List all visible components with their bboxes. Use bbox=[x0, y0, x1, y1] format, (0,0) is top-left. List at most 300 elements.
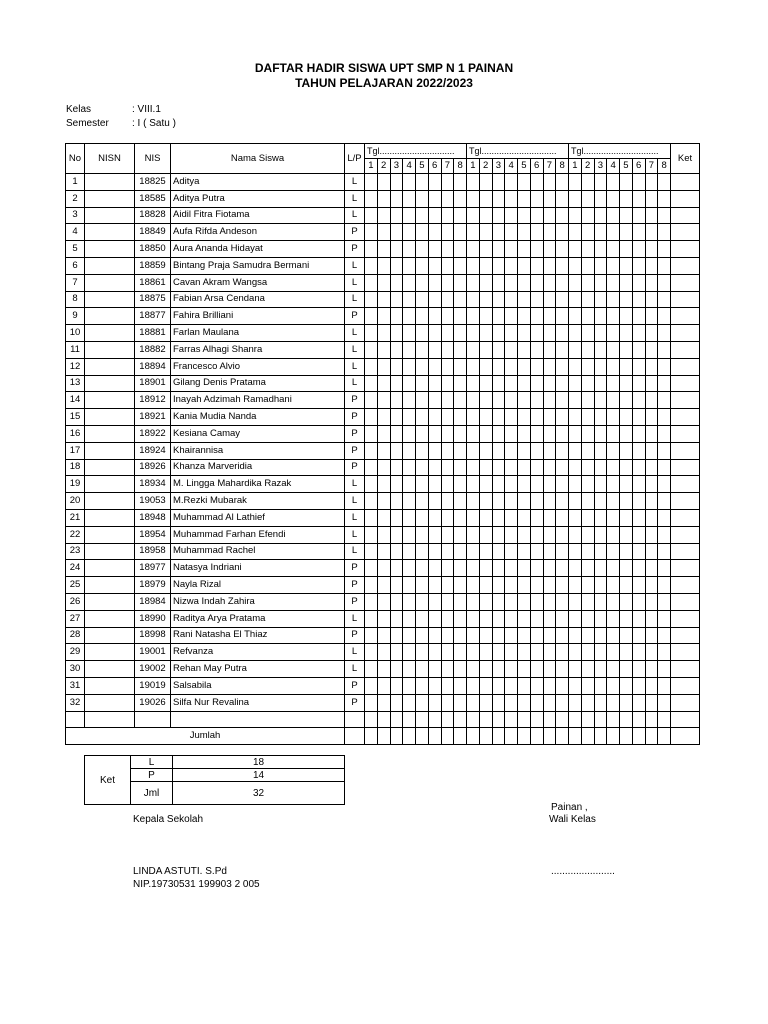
jumlah-cell bbox=[416, 728, 429, 745]
attendance-cell bbox=[530, 677, 543, 694]
attendance-cell bbox=[658, 694, 671, 711]
attendance-cell bbox=[403, 526, 416, 543]
attendance-cell bbox=[569, 442, 582, 459]
attendance-cell bbox=[581, 325, 594, 342]
row-ket bbox=[671, 241, 700, 258]
row-no: 18 bbox=[66, 459, 85, 476]
attendance-cell bbox=[607, 241, 620, 258]
attendance-cell bbox=[479, 627, 492, 644]
row-lp: P bbox=[345, 392, 365, 409]
attendance-cell bbox=[594, 543, 607, 560]
attendance-cell bbox=[607, 627, 620, 644]
attendance-cell bbox=[620, 442, 633, 459]
attendance-cell bbox=[377, 409, 390, 426]
row-ket bbox=[671, 593, 700, 610]
attendance-cell bbox=[505, 341, 518, 358]
attendance-cell bbox=[645, 308, 658, 325]
row-ket bbox=[671, 392, 700, 409]
attendance-cell bbox=[645, 459, 658, 476]
attendance-cell bbox=[441, 392, 454, 409]
attendance-cell bbox=[530, 375, 543, 392]
attendance-cell bbox=[620, 308, 633, 325]
attendance-cell bbox=[416, 442, 429, 459]
attendance-cell bbox=[518, 375, 531, 392]
row-nis: 18861 bbox=[135, 274, 171, 291]
attendance-cell bbox=[365, 190, 378, 207]
attendance-cell bbox=[467, 207, 480, 224]
row-ket bbox=[671, 224, 700, 241]
table-row bbox=[66, 694, 700, 711]
attendance-cell bbox=[556, 476, 569, 493]
attendance-cell bbox=[467, 677, 480, 694]
attendance-cell bbox=[581, 610, 594, 627]
attendance-cell bbox=[441, 543, 454, 560]
attendance-cell bbox=[632, 711, 645, 728]
row-ket bbox=[671, 711, 700, 728]
attendance-cell bbox=[377, 509, 390, 526]
attendance-cell bbox=[530, 610, 543, 627]
header-day-number: 2 bbox=[479, 159, 492, 174]
attendance-cell bbox=[365, 644, 378, 661]
attendance-cell bbox=[365, 341, 378, 358]
jumlah-cell bbox=[607, 728, 620, 745]
row-no: 9 bbox=[66, 308, 85, 325]
attendance-cell bbox=[594, 375, 607, 392]
attendance-cell bbox=[390, 459, 403, 476]
attendance-cell bbox=[518, 677, 531, 694]
jumlah-cell bbox=[441, 728, 454, 745]
row-nama: Natasya Indriani bbox=[171, 560, 345, 577]
row-nama: Gilang Denis Pratama bbox=[171, 375, 345, 392]
attendance-cell bbox=[581, 593, 594, 610]
attendance-cell bbox=[607, 577, 620, 594]
attendance-cell bbox=[492, 274, 505, 291]
row-no: 11 bbox=[66, 341, 85, 358]
attendance-cell bbox=[390, 241, 403, 258]
row-nisn bbox=[85, 493, 135, 510]
attendance-cell bbox=[620, 610, 633, 627]
attendance-cell bbox=[569, 476, 582, 493]
row-nama: Nizwa Indah Zahira bbox=[171, 593, 345, 610]
attendance-cell bbox=[556, 308, 569, 325]
attendance-cell bbox=[530, 392, 543, 409]
attendance-cell bbox=[492, 711, 505, 728]
attendance-cell bbox=[377, 425, 390, 442]
row-nisn bbox=[85, 661, 135, 678]
attendance-cell bbox=[428, 610, 441, 627]
attendance-cell bbox=[518, 291, 531, 308]
attendance-cell bbox=[645, 677, 658, 694]
attendance-table bbox=[65, 143, 700, 745]
attendance-cell bbox=[479, 711, 492, 728]
attendance-cell bbox=[530, 526, 543, 543]
row-no: 19 bbox=[66, 476, 85, 493]
attendance-cell bbox=[645, 375, 658, 392]
attendance-cell bbox=[518, 493, 531, 510]
attendance-cell bbox=[441, 694, 454, 711]
attendance-cell bbox=[556, 190, 569, 207]
row-nis: 18825 bbox=[135, 174, 171, 191]
attendance-cell bbox=[658, 341, 671, 358]
row-nis: 18922 bbox=[135, 425, 171, 442]
attendance-cell bbox=[492, 291, 505, 308]
attendance-cell bbox=[505, 677, 518, 694]
header-day-number: 3 bbox=[390, 159, 403, 174]
row-ket bbox=[671, 476, 700, 493]
attendance-cell bbox=[377, 459, 390, 476]
attendance-cell bbox=[620, 459, 633, 476]
attendance-cell bbox=[518, 224, 531, 241]
attendance-cell bbox=[556, 224, 569, 241]
row-nis: 18881 bbox=[135, 325, 171, 342]
row-ket bbox=[671, 526, 700, 543]
attendance-cell bbox=[556, 341, 569, 358]
attendance-cell bbox=[620, 476, 633, 493]
summary-p-value: 14 bbox=[173, 769, 345, 782]
jumlah-cell bbox=[390, 728, 403, 745]
attendance-cell bbox=[505, 593, 518, 610]
attendance-cell bbox=[569, 694, 582, 711]
attendance-cell bbox=[416, 644, 429, 661]
attendance-cell bbox=[390, 593, 403, 610]
attendance-cell bbox=[581, 274, 594, 291]
attendance-cell bbox=[620, 375, 633, 392]
row-no: 14 bbox=[66, 392, 85, 409]
attendance-cell bbox=[530, 274, 543, 291]
attendance-cell bbox=[390, 358, 403, 375]
row-no: 16 bbox=[66, 425, 85, 442]
attendance-cell bbox=[479, 459, 492, 476]
attendance-cell bbox=[607, 509, 620, 526]
attendance-cell bbox=[377, 274, 390, 291]
attendance-cell bbox=[390, 560, 403, 577]
attendance-cell bbox=[569, 190, 582, 207]
table-row bbox=[66, 358, 700, 375]
attendance-cell bbox=[416, 610, 429, 627]
attendance-cell bbox=[454, 543, 467, 560]
attendance-cell bbox=[620, 325, 633, 342]
attendance-cell bbox=[377, 358, 390, 375]
header-day-number: 7 bbox=[441, 159, 454, 174]
attendance-cell bbox=[543, 610, 556, 627]
attendance-cell bbox=[658, 392, 671, 409]
attendance-cell bbox=[556, 358, 569, 375]
attendance-cell bbox=[492, 560, 505, 577]
row-ket bbox=[671, 308, 700, 325]
attendance-cell bbox=[569, 677, 582, 694]
attendance-cell bbox=[620, 257, 633, 274]
row-no: 4 bbox=[66, 224, 85, 241]
row-lp: L bbox=[345, 358, 365, 375]
attendance-cell bbox=[454, 308, 467, 325]
attendance-cell bbox=[390, 442, 403, 459]
attendance-cell bbox=[492, 627, 505, 644]
attendance-cell bbox=[658, 325, 671, 342]
attendance-cell bbox=[645, 190, 658, 207]
attendance-cell bbox=[479, 358, 492, 375]
row-lp: L bbox=[345, 190, 365, 207]
attendance-cell bbox=[530, 409, 543, 426]
attendance-cell bbox=[441, 241, 454, 258]
attendance-cell bbox=[518, 476, 531, 493]
attendance-cell bbox=[645, 224, 658, 241]
attendance-cell bbox=[416, 241, 429, 258]
attendance-cell bbox=[365, 442, 378, 459]
attendance-cell bbox=[543, 677, 556, 694]
attendance-cell bbox=[569, 241, 582, 258]
document-title: DAFTAR HADIR SISWA UPT SMP N 1 PAINAN bbox=[254, 61, 514, 75]
attendance-cell bbox=[607, 392, 620, 409]
attendance-cell bbox=[492, 409, 505, 426]
attendance-cell bbox=[581, 409, 594, 426]
table-row bbox=[66, 291, 700, 308]
row-no: 1 bbox=[66, 174, 85, 191]
attendance-cell bbox=[365, 627, 378, 644]
attendance-cell bbox=[543, 442, 556, 459]
attendance-cell bbox=[492, 241, 505, 258]
jumlah-cell bbox=[377, 728, 390, 745]
attendance-cell bbox=[403, 543, 416, 560]
row-nisn bbox=[85, 274, 135, 291]
jumlah-cell bbox=[556, 728, 569, 745]
row-nisn bbox=[85, 409, 135, 426]
row-nama: Refvanza bbox=[171, 644, 345, 661]
attendance-cell bbox=[416, 459, 429, 476]
attendance-cell bbox=[479, 425, 492, 442]
attendance-cell bbox=[632, 577, 645, 594]
attendance-cell bbox=[556, 560, 569, 577]
attendance-cell bbox=[632, 291, 645, 308]
attendance-cell bbox=[467, 459, 480, 476]
attendance-cell bbox=[454, 593, 467, 610]
row-no: 29 bbox=[66, 644, 85, 661]
attendance-cell bbox=[607, 358, 620, 375]
attendance-cell bbox=[416, 694, 429, 711]
row-ket bbox=[671, 325, 700, 342]
attendance-cell bbox=[377, 442, 390, 459]
attendance-cell bbox=[569, 644, 582, 661]
attendance-cell bbox=[441, 325, 454, 342]
attendance-cell bbox=[365, 392, 378, 409]
jumlah-cell bbox=[479, 728, 492, 745]
attendance-cell bbox=[365, 459, 378, 476]
summary-l-value: 18 bbox=[173, 756, 345, 769]
attendance-cell bbox=[658, 257, 671, 274]
attendance-cell bbox=[632, 207, 645, 224]
attendance-cell bbox=[454, 661, 467, 678]
row-lp: P bbox=[345, 224, 365, 241]
attendance-cell bbox=[492, 661, 505, 678]
row-nisn bbox=[85, 543, 135, 560]
attendance-cell bbox=[518, 459, 531, 476]
attendance-cell bbox=[416, 577, 429, 594]
attendance-cell bbox=[543, 577, 556, 594]
attendance-cell bbox=[454, 644, 467, 661]
attendance-cell bbox=[530, 560, 543, 577]
attendance-cell bbox=[581, 526, 594, 543]
attendance-cell bbox=[632, 560, 645, 577]
row-nisn bbox=[85, 291, 135, 308]
row-nama: Farras Alhagi Shanra bbox=[171, 341, 345, 358]
attendance-cell bbox=[365, 560, 378, 577]
attendance-cell bbox=[505, 493, 518, 510]
attendance-cell bbox=[428, 677, 441, 694]
attendance-cell bbox=[632, 610, 645, 627]
attendance-cell bbox=[518, 241, 531, 258]
attendance-cell bbox=[543, 375, 556, 392]
attendance-cell bbox=[569, 543, 582, 560]
attendance-cell bbox=[390, 308, 403, 325]
attendance-cell bbox=[390, 375, 403, 392]
attendance-cell bbox=[492, 677, 505, 694]
attendance-cell bbox=[365, 677, 378, 694]
row-nis: 18948 bbox=[135, 509, 171, 526]
jumlah-cell bbox=[467, 728, 480, 745]
attendance-cell bbox=[467, 610, 480, 627]
attendance-cell bbox=[403, 325, 416, 342]
row-nama: Muhammad Al Lathief bbox=[171, 509, 345, 526]
attendance-cell bbox=[556, 392, 569, 409]
attendance-cell bbox=[479, 375, 492, 392]
table-row bbox=[66, 207, 700, 224]
attendance-cell bbox=[428, 375, 441, 392]
attendance-cell bbox=[556, 677, 569, 694]
attendance-cell bbox=[377, 325, 390, 342]
attendance-cell bbox=[390, 610, 403, 627]
row-nis: 18979 bbox=[135, 577, 171, 594]
attendance-cell bbox=[581, 493, 594, 510]
attendance-cell bbox=[658, 509, 671, 526]
row-nisn bbox=[85, 476, 135, 493]
attendance-cell bbox=[569, 341, 582, 358]
attendance-cell bbox=[594, 291, 607, 308]
row-no: 2 bbox=[66, 190, 85, 207]
attendance-cell bbox=[530, 476, 543, 493]
row-nis: 19019 bbox=[135, 677, 171, 694]
attendance-cell bbox=[428, 425, 441, 442]
attendance-cell bbox=[454, 358, 467, 375]
attendance-cell bbox=[530, 627, 543, 644]
row-lp: P bbox=[345, 627, 365, 644]
attendance-cell bbox=[632, 509, 645, 526]
attendance-cell bbox=[658, 174, 671, 191]
row-nis: 18859 bbox=[135, 257, 171, 274]
attendance-cell bbox=[454, 476, 467, 493]
row-nis bbox=[135, 711, 171, 728]
attendance-cell bbox=[416, 341, 429, 358]
attendance-cell bbox=[416, 661, 429, 678]
attendance-cell bbox=[632, 442, 645, 459]
attendance-cell bbox=[377, 661, 390, 678]
attendance-cell bbox=[492, 308, 505, 325]
attendance-cell bbox=[365, 325, 378, 342]
attendance-cell bbox=[479, 526, 492, 543]
attendance-cell bbox=[518, 325, 531, 342]
row-nisn bbox=[85, 341, 135, 358]
attendance-cell bbox=[454, 459, 467, 476]
attendance-cell bbox=[441, 358, 454, 375]
attendance-cell bbox=[518, 207, 531, 224]
header-lp: L/P bbox=[345, 144, 365, 174]
attendance-cell bbox=[479, 308, 492, 325]
attendance-cell bbox=[441, 644, 454, 661]
attendance-cell bbox=[390, 325, 403, 342]
attendance-cell bbox=[645, 257, 658, 274]
attendance-cell bbox=[607, 291, 620, 308]
attendance-cell bbox=[467, 442, 480, 459]
row-no: 23 bbox=[66, 543, 85, 560]
row-nis: 18877 bbox=[135, 308, 171, 325]
jumlah-cell bbox=[658, 728, 671, 745]
attendance-cell bbox=[569, 593, 582, 610]
attendance-cell bbox=[658, 207, 671, 224]
jumlah-cell bbox=[594, 728, 607, 745]
attendance-cell bbox=[543, 224, 556, 241]
attendance-cell bbox=[441, 442, 454, 459]
row-nisn bbox=[85, 358, 135, 375]
jumlah-cell bbox=[345, 728, 365, 745]
attendance-cell bbox=[594, 560, 607, 577]
attendance-cell bbox=[658, 425, 671, 442]
attendance-cell bbox=[620, 644, 633, 661]
attendance-cell bbox=[620, 677, 633, 694]
table-row bbox=[66, 257, 700, 274]
attendance-cell bbox=[428, 291, 441, 308]
attendance-cell bbox=[620, 174, 633, 191]
attendance-cell bbox=[505, 257, 518, 274]
attendance-cell bbox=[377, 174, 390, 191]
attendance-cell bbox=[581, 627, 594, 644]
attendance-cell bbox=[594, 476, 607, 493]
attendance-cell bbox=[556, 257, 569, 274]
attendance-cell bbox=[543, 274, 556, 291]
row-nama: Aditya bbox=[171, 174, 345, 191]
row-nisn bbox=[85, 610, 135, 627]
attendance-cell bbox=[377, 476, 390, 493]
attendance-cell bbox=[581, 375, 594, 392]
attendance-cell bbox=[658, 711, 671, 728]
attendance-cell bbox=[607, 274, 620, 291]
attendance-cell bbox=[530, 341, 543, 358]
row-ket bbox=[671, 375, 700, 392]
attendance-cell bbox=[530, 358, 543, 375]
attendance-cell bbox=[416, 224, 429, 241]
row-nama: Kesiana Camay bbox=[171, 425, 345, 442]
row-lp: P bbox=[345, 442, 365, 459]
attendance-cell bbox=[428, 476, 441, 493]
attendance-cell bbox=[454, 409, 467, 426]
attendance-cell bbox=[403, 375, 416, 392]
header-day-number: 4 bbox=[607, 159, 620, 174]
attendance-cell bbox=[377, 190, 390, 207]
attendance-cell bbox=[492, 476, 505, 493]
attendance-cell bbox=[581, 560, 594, 577]
row-lp: P bbox=[345, 577, 365, 594]
attendance-cell bbox=[632, 493, 645, 510]
attendance-cell bbox=[390, 644, 403, 661]
attendance-cell bbox=[518, 543, 531, 560]
row-nis: 18882 bbox=[135, 341, 171, 358]
attendance-cell bbox=[556, 325, 569, 342]
attendance-cell bbox=[645, 325, 658, 342]
attendance-cell bbox=[556, 610, 569, 627]
attendance-cell bbox=[365, 543, 378, 560]
attendance-cell bbox=[607, 677, 620, 694]
attendance-cell bbox=[607, 308, 620, 325]
attendance-cell bbox=[632, 224, 645, 241]
attendance-cell bbox=[594, 207, 607, 224]
row-ket bbox=[671, 644, 700, 661]
